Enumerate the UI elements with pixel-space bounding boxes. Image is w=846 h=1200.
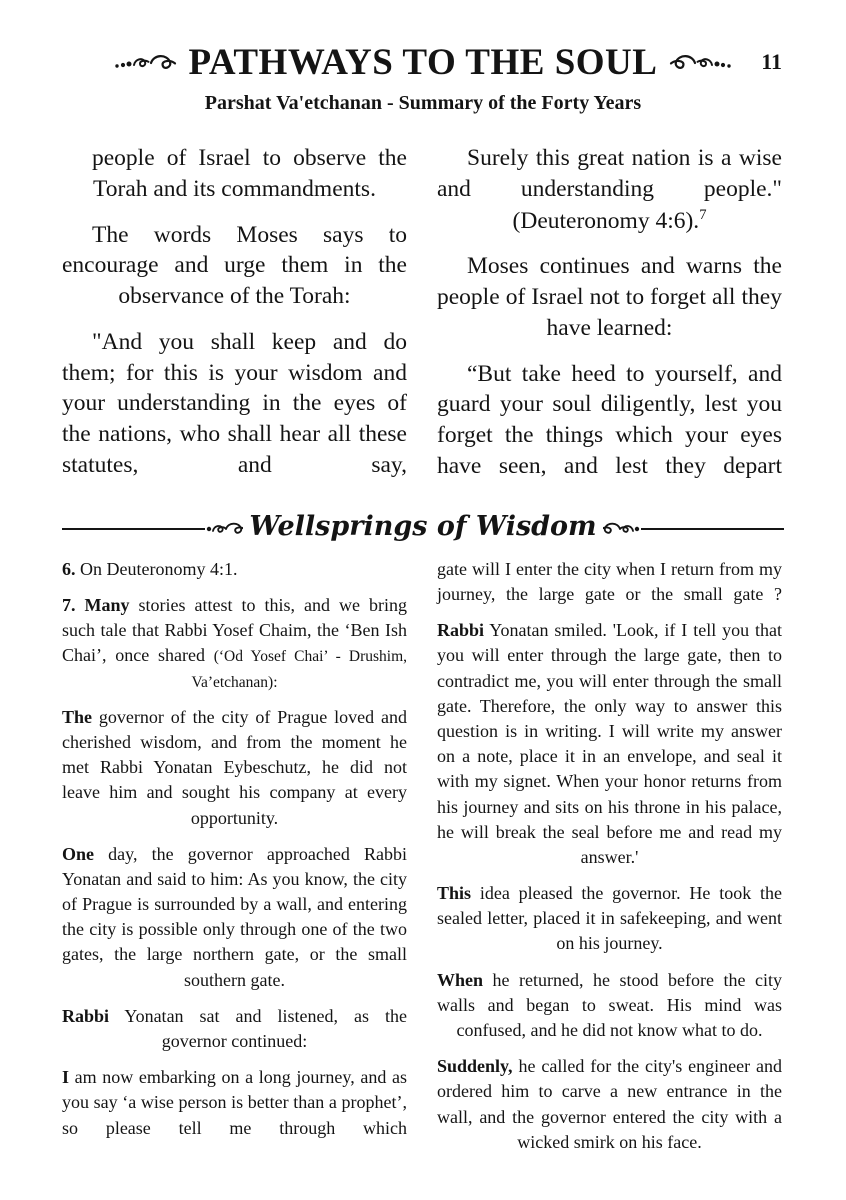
- footnote-text: Yonatan sat and listened, as the governor continued:: [124, 1005, 407, 1051]
- paragraph-text: "And you shall keep and do them; for this is your wisdom and your understanding in the eyes of the nations, who shall hear all these statutes, and say,: [62, 328, 407, 479]
- page-subtitle: Parshat Va'etchanan - Summary of the Forty Years: [204, 92, 642, 114]
- paragraph: [62, 220, 407, 312]
- page-number: 11: [761, 49, 782, 74]
- footnote-reference: 7: [699, 206, 707, 223]
- page-header: [62, 36, 784, 115]
- footnote-paragraph: [62, 557, 407, 582]
- paragraph-text: people of Israel to observe the Torah and its commandments.: [92, 145, 407, 202]
- footnote-paragraph: [62, 705, 407, 831]
- footnote-text: he returned, he stood before the city walls and began to sweat. His mind was confused, and he did not know what to do.: [437, 969, 782, 1040]
- footnotes: [62, 557, 784, 1166]
- footnote-lead: One: [62, 843, 95, 864]
- footnote-paragraph: [437, 1054, 782, 1155]
- flourish-right-icon: [667, 50, 733, 74]
- paragraph: [437, 143, 782, 236]
- footnote-lead: Rabbi: [437, 620, 485, 641]
- footnote-text: he called for the city's engineer and ordered him to carve a new entrance in the wall, and the governor entered the city with a wicked smirk on his face.: [437, 1056, 782, 1152]
- footnote-column-right: [437, 557, 782, 1166]
- paragraph: [62, 327, 407, 481]
- paragraph: [437, 251, 782, 343]
- paragraph-text: “But take heed to yourself, and guard your soul diligently, lest you forget the things which your eyes have seen, and lest they depart: [437, 360, 782, 480]
- paragraph: [62, 143, 407, 205]
- footnote-text: On Deuteronomy 4:1.: [80, 558, 238, 579]
- divider-flourish-right-icon: [603, 518, 649, 540]
- footnote-lead: Rabbi: [62, 1005, 110, 1026]
- main-text: [62, 143, 784, 497]
- footnote-lead: When: [437, 969, 484, 990]
- title-row: [62, 36, 784, 88]
- footnote-paragraph: [437, 881, 782, 957]
- citation-text: (Deuteronomy 4:6).: [512, 207, 700, 234]
- paragraph: [437, 359, 782, 482]
- footnote-text: idea pleased the governor. He took the sealed letter, placed it in safekeeping, and went on his journey.: [437, 883, 782, 954]
- footnote-column-left: [62, 557, 407, 1166]
- divider-title: Wellsprings of Wisdom: [249, 511, 597, 543]
- section-divider: [62, 511, 784, 547]
- page-title: PATHWAYS TO THE SOUL: [188, 41, 658, 83]
- footnote-paragraph: [437, 618, 782, 870]
- footnote-lead: 7. Many: [62, 595, 130, 615]
- footnote-lead: This: [437, 883, 472, 904]
- footnote-paragraph: [62, 593, 407, 694]
- footnote-lead: 6.: [62, 558, 76, 579]
- divider-rule-left: [62, 528, 197, 530]
- paragraph-text: Surely this great nation is a wise and understanding people.": [437, 145, 782, 202]
- footnote-paragraph: [437, 968, 782, 1044]
- divider-flourish-left-icon: [197, 518, 243, 540]
- quote-citation: [437, 206, 782, 237]
- footnote-text: am now embarking on a long journey, and as you say ‘a wise person is better than a prophet’, so please tell me through which: [62, 1067, 407, 1138]
- footnote-paragraph: [62, 1004, 407, 1054]
- footnote-text: governor of the city of Prague loved and cherished wisdom, and from the moment he met Rabbi Yonatan Eybeschutz, he did not leave him and sought his company at every opportunity.: [62, 706, 407, 828]
- flourish-left-icon: [113, 50, 179, 74]
- footnote-lead: I: [62, 1067, 70, 1088]
- footnote-paragraph: [62, 1065, 407, 1141]
- footnote-paragraph: [62, 842, 407, 993]
- footnote-source-note: (‘Od Yosef Chai’ - Drushim, Va’etchanan):: [191, 648, 407, 691]
- footnote-text: stories attest to this, and we bring such tale that Rabbi Yosef Chaim, the ‘Ben Ish Chai’, once shared: [62, 595, 408, 666]
- main-column-right: [437, 143, 782, 497]
- footnote-text: day, the governor approached Rabbi Yonatan and said to him: As you know, the city of Prague is surrounded by a wall, and entering the city is possible only through one of the two gates, the large northern gate, or the small southern gate.: [62, 843, 407, 990]
- paragraph-text: The words Moses says to encourage and urge them in the observance of the Torah:: [62, 221, 407, 310]
- footnote-text: Yonatan smiled. 'Look, if I tell you that you will enter through the large gate, then to contradict me, you will enter through the small gate. Therefore, the only way to answer this question is in writing. I will write my answer on a note, place it in an envelope, and seal it with my signet. When your honor returns from his journey and sits on his throne in his palace, he will break the seal before me and read my answer.': [437, 620, 782, 867]
- footnote-text: gate will I enter the city when I return from my journey, the large gate or the small gate ?: [437, 558, 782, 604]
- footnote-paragraph: [437, 557, 782, 607]
- paragraph-text: Moses continues and warns the people of Israel not to forget all they have learned:: [437, 253, 782, 341]
- divider-rule-right: [649, 528, 784, 530]
- main-column-left: [62, 143, 407, 497]
- footnote-lead: The: [62, 706, 93, 727]
- footnote-lead: Suddenly,: [437, 1056, 513, 1077]
